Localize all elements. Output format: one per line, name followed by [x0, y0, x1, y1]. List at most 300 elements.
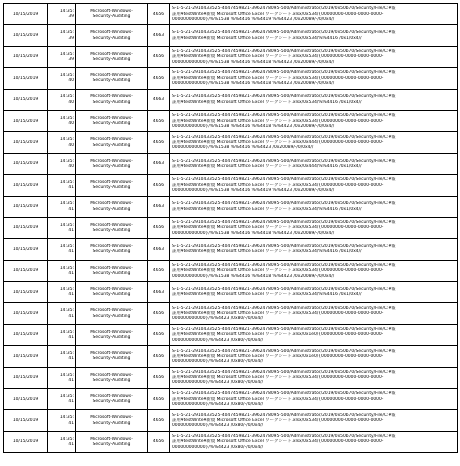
table-row: [4, 260, 458, 281]
table-row: [4, 196, 458, 217]
time-l2-text: 40: [68, 163, 74, 169]
time-l1-text: 14:35:: [59, 308, 74, 314]
time-cell: [48, 46, 76, 67]
source-l1-text: Microsoft-Windows-: [90, 180, 133, 186]
msg-l2-text: 証用¥testWrite¥新規 Microsoft Office Excel ワークシート.xlsx/0x444/%%4416 /0x1/0x4//: [172, 163, 362, 169]
time-cell: [48, 132, 76, 153]
msg-l2-text: 証用¥testWrite¥新規 Microsoft Office Excel ワークシート.xlsx/0x534/{00000000-0000-0000-0000-: [172, 375, 384, 381]
message-cell: [170, 346, 458, 367]
message-cell: [170, 389, 458, 410]
time-l2-text: 41: [68, 335, 74, 341]
time-l1-text: 14:35:: [59, 393, 74, 399]
event-id-cell: [148, 217, 170, 238]
time-cell: [48, 110, 76, 131]
event-id-text: 4656: [152, 118, 165, 124]
source-l1-text: Microsoft-Windows-: [90, 51, 133, 57]
time-l2-text: 40: [68, 78, 74, 84]
message-cell: [170, 431, 458, 452]
msg-l2-text: 証用¥testWrite¥新規 Microsoft Office Excel ワークシート.xlsx/0x534/{00000000-0000-0000-0000-: [172, 439, 384, 445]
event-id-cell: [148, 25, 170, 46]
date-cell: [4, 4, 48, 25]
msg-l3-text: 000000000000}/%%1538 %%4416 %%4419 %%4423 /0x20089/-/0/0x4//: [172, 16, 335, 22]
message-cell: [170, 46, 458, 67]
event-id-text: 4663: [152, 246, 165, 252]
event-id-text: 4656: [152, 268, 165, 274]
time-l1-text: 14:35:: [59, 73, 74, 79]
source-l2-text: Security-Auditing: [92, 249, 131, 255]
msg-l1-text: S-1-5-21-2910433525-4047459821-3962478095-500/Administrator/2019/0x50b70/Security/File/C:¥報: [172, 94, 396, 100]
source-l1-text: Microsoft-Windows-: [90, 244, 133, 250]
msg-l1-text: S-1-5-21-2910433525-4047459821-3962478095-500/Administrator/2019/0x50b70/Security/File/C:¥報: [172, 177, 396, 183]
msg-l3-text: 000000000000}/%%4423 /0x80/-/0/0x4//: [172, 316, 264, 322]
table-row: [4, 324, 458, 345]
message-cell: [170, 175, 458, 196]
time-l1-text: 14:35:: [59, 115, 74, 121]
date-cell: [4, 282, 48, 303]
time-l2-text: 41: [68, 249, 74, 255]
msg-l2-text: 証用¥testWrite¥新規 Microsoft Office Excel ワークシート.xlsx/0x534/{00000000-0000-0000-0000-: [172, 311, 384, 317]
source-l1-text: Microsoft-Windows-: [90, 372, 133, 378]
msg-l3-text: 000000000000}/%%1538 %%4416 %%4418 %%4423 /0x20089/-/0/0x4//: [172, 123, 335, 129]
table-row: [4, 4, 458, 25]
msg-l3-text: 000000000000}/%%1538 %%4416 %%4418 %%4423 /0x20089/-/0/0x4//: [172, 59, 335, 65]
date-text: 10/15/2019: [12, 417, 39, 423]
msg-l2-text: 証用¥testWrite¥新規 Microsoft Office Excel ワークシート.xlsx/0x534/%%4416 /0x1/0x4//: [172, 99, 362, 105]
time-cell: [48, 68, 76, 89]
msg-l3-text: 000000000000}/%%1538 %%4416 %%4419 %%4423 /0x20089/-/0/0x4//: [172, 187, 335, 193]
table-row: [4, 367, 458, 388]
source-cell: [76, 153, 148, 174]
time-l1-text: 14:35:: [59, 286, 74, 292]
msg-l1-text: S-1-5-21-2910433525-4047459821-3962478095-500/Administrator/2019/0x50b70/Security/File/C:¥報: [172, 220, 396, 226]
source-l2-text: Security-Auditing: [92, 185, 131, 191]
event-id-cell: [148, 367, 170, 388]
source-cell: [76, 217, 148, 238]
event-id-text: 4656: [152, 353, 165, 359]
message-cell: [170, 367, 458, 388]
date-cell: [4, 110, 48, 131]
msg-l1-text: S-1-5-21-2910433525-4047459821-3962478095-500/Administrator/2019/0x50b70/Security/File/C:¥報: [172, 6, 396, 12]
msg-l1-text: S-1-5-21-2910433525-4047459821-3962478095-500/Administrator/2019/0x50b70/Security/File/C:¥報: [172, 327, 396, 333]
source-l1-text: Microsoft-Windows-: [90, 201, 133, 207]
source-l2-text: Security-Auditing: [92, 142, 131, 148]
msg-l2-text: 証用¥testWrite¥新規 Microsoft Office Excel ワークシート.xlsx/0x534/{00000000-0000-0000-0000-: [172, 182, 384, 188]
source-cell: [76, 410, 148, 431]
date-cell: [4, 260, 48, 281]
event-id-cell: [148, 260, 170, 281]
source-l1-text: Microsoft-Windows-: [90, 8, 133, 14]
event-id-text: 4656: [152, 375, 165, 381]
message-cell: [170, 89, 458, 110]
event-id-cell: [148, 346, 170, 367]
time-l2-text: 41: [68, 270, 74, 276]
message-cell: [170, 410, 458, 431]
event-id-text: 4663: [152, 32, 165, 38]
time-l2-text: 39: [68, 56, 74, 62]
table-row: [4, 217, 458, 238]
time-cell: [48, 4, 76, 25]
event-id-cell: [148, 153, 170, 174]
date-text: 10/15/2019: [12, 439, 39, 445]
message-cell: [170, 260, 458, 281]
event-id-cell: [148, 68, 170, 89]
time-l1-text: 14:35:: [59, 158, 74, 164]
event-id-cell: [148, 196, 170, 217]
source-cell: [76, 324, 148, 345]
msg-l1-text: S-1-5-21-2910433525-4047459821-3962478095-500/Administrator/2019/0x50b70/Security/File/C:¥報: [172, 201, 396, 207]
source-cell: [76, 4, 148, 25]
date-cell: [4, 346, 48, 367]
time-l2-text: 40: [68, 121, 74, 127]
source-cell: [76, 25, 148, 46]
source-l1-text: Microsoft-Windows-: [90, 308, 133, 314]
date-cell: [4, 324, 48, 345]
msg-l2-text: 証用¥testWrite¥新規 Microsoft Office Excel ワークシート.xlsx/0x534/%%4416 /0x1/0x4//: [172, 292, 362, 298]
date-text: 10/15/2019: [12, 11, 39, 17]
source-l1-text: Microsoft-Windows-: [90, 73, 133, 79]
msg-l1-text: S-1-5-21-2910433525-4047459821-3962478095-500/Administrator/2019/0x50b70/Security/File/C:¥報: [172, 70, 396, 76]
time-cell: [48, 389, 76, 410]
msg-l1-text: S-1-5-21-2910433525-4047459821-3962478095-500/Administrator/2019/0x50b70/Security/File/C:¥報: [172, 369, 396, 375]
event-log-sheet: [3, 3, 457, 453]
event-id-text: 4663: [152, 161, 165, 167]
date-text: 10/15/2019: [12, 246, 39, 252]
time-cell: [48, 196, 76, 217]
source-l2-text: Security-Auditing: [92, 335, 131, 341]
date-text: 10/15/2019: [12, 268, 39, 274]
time-l1-text: 14:35:: [59, 415, 74, 421]
time-cell: [48, 303, 76, 324]
time-l2-text: 41: [68, 313, 74, 319]
source-l2-text: Security-Auditing: [92, 56, 131, 62]
time-cell: [48, 367, 76, 388]
time-l1-text: 14:35:: [59, 351, 74, 357]
event-log-body: [4, 4, 458, 453]
time-cell: [48, 410, 76, 431]
event-id-cell: [148, 46, 170, 67]
msg-l2-text: 証用¥testWrite¥新規 Microsoft Office Excel ワークシート.xlsx/0x534/{00000000-0000-0000-0000-: [172, 268, 384, 274]
msg-l1-text: S-1-5-21-2910433525-4047459821-3962478095-500/Administrator/2019/0x50b70/Security/File/C:¥報: [172, 113, 396, 119]
date-cell: [4, 303, 48, 324]
event-id-cell: [148, 389, 170, 410]
event-log-table: [3, 3, 458, 453]
date-cell: [4, 367, 48, 388]
message-cell: [170, 303, 458, 324]
date-text: 10/15/2019: [12, 161, 39, 167]
time-l2-text: 41: [68, 399, 74, 405]
source-cell: [76, 260, 148, 281]
source-l2-text: Security-Auditing: [92, 78, 131, 84]
msg-l3-text: 000000000000}/%%4423 /0x80/-/0/0x4//: [172, 380, 264, 386]
source-l1-text: Microsoft-Windows-: [90, 115, 133, 121]
time-cell: [48, 346, 76, 367]
date-text: 10/15/2019: [12, 32, 39, 38]
table-row: [4, 110, 458, 131]
message-cell: [170, 239, 458, 260]
time-l1-text: 14:35:: [59, 372, 74, 378]
time-l1-text: 14:35:: [59, 137, 74, 143]
date-text: 10/15/2019: [12, 311, 39, 317]
event-id-text: 4656: [152, 332, 165, 338]
message-cell: [170, 196, 458, 217]
msg-l3-text: 000000000000}/%%1538 %%4416 %%4423 /0x20089/-/0/0x4//: [172, 145, 314, 151]
time-l2-text: 40: [68, 142, 74, 148]
time-cell: [48, 217, 76, 238]
time-cell: [48, 89, 76, 110]
source-cell: [76, 89, 148, 110]
date-text: 10/15/2019: [12, 396, 39, 402]
table-row: [4, 25, 458, 46]
message-cell: [170, 217, 458, 238]
source-l2-text: Security-Auditing: [92, 313, 131, 319]
time-l2-text: 41: [68, 206, 74, 212]
table-row: [4, 132, 458, 153]
time-l2-text: 41: [68, 185, 74, 191]
time-l2-text: 41: [68, 442, 74, 447]
date-cell: [4, 89, 48, 110]
msg-l1-text: S-1-5-21-2910433525-4047459821-3962478095-500/Administrator/2019/0x50b70/Security/File/C:¥報: [172, 262, 396, 268]
msg-l1-text: S-1-5-21-2910433525-4047459821-3962478095-500/Administrator/2019/0x50b70/Security/File/C:¥報: [172, 244, 396, 250]
source-l1-text: Microsoft-Windows-: [90, 94, 133, 100]
event-id-text: 4656: [152, 396, 165, 402]
msg-l2-text: 証用¥testWrite¥新規 Microsoft Office Excel ワークシート.xlsx/0x534/{00000000-0000-0000-0000-: [172, 396, 384, 402]
time-cell: [48, 282, 76, 303]
event-id-text: 4663: [152, 97, 165, 103]
event-id-cell: [148, 303, 170, 324]
time-l1-text: 14:35:: [59, 8, 74, 14]
source-cell: [76, 389, 148, 410]
source-l1-text: Microsoft-Windows-: [90, 222, 133, 228]
msg-l2-text: 証用¥testWrite¥新規 Microsoft Office Excel ワークシート.xlsx/0x534/{00000000-0000-0000-0000-: [172, 225, 384, 231]
event-id-cell: [148, 431, 170, 452]
source-cell: [76, 239, 148, 260]
msg-l3-text: 000000000000}/%%4423 /0x80/-/0/0x4//: [172, 444, 264, 450]
msg-l1-text: S-1-5-21-2910433525-4047459821-3962478095-500/Administrator/2019/0x50b70/Security/File/C:¥報: [172, 134, 396, 140]
time-l1-text: 14:35:: [59, 51, 74, 57]
source-l2-text: Security-Auditing: [92, 228, 131, 234]
source-l2-text: Security-Auditing: [92, 420, 131, 426]
date-text: 10/15/2019: [12, 375, 39, 381]
source-l1-text: Microsoft-Windows-: [90, 265, 133, 271]
event-id-text: 4663: [152, 204, 165, 210]
source-cell: [76, 346, 148, 367]
message-cell: [170, 110, 458, 131]
msg-l2-text: 証用¥testWrite¥新規 Microsoft Office Excel ワークシート.xlsx/0x534/%%4416 /0x1/0x4//: [172, 206, 362, 212]
event-id-text: 4656: [152, 225, 165, 231]
event-id-text: 4656: [152, 75, 165, 81]
date-text: 10/15/2019: [12, 289, 39, 295]
time-cell: [48, 431, 76, 452]
time-l2-text: 39: [68, 35, 74, 41]
date-cell: [4, 25, 48, 46]
date-cell: [4, 153, 48, 174]
msg-l1-text: S-1-5-21-2910433525-4047459821-3962478095-500/Administrator/2019/0x50b70/Security/File/C:¥報: [172, 158, 396, 164]
source-l2-text: Security-Auditing: [92, 442, 131, 447]
table-row: [4, 282, 458, 303]
event-id-text: 4656: [152, 439, 165, 445]
date-cell: [4, 132, 48, 153]
msg-l3-text: 000000000000}/%%4423 /0x80/-/0/0x4//: [172, 401, 264, 407]
msg-l1-text: S-1-5-21-2910433525-4047459821-3962478095-500/Administrator/2019/0x50b70/Security/File/C:¥報: [172, 305, 396, 311]
source-l2-text: Security-Auditing: [92, 99, 131, 105]
date-text: 10/15/2019: [12, 204, 39, 210]
msg-l3-text: 000000000000}/%%1538 %%4416 %%4418 %%4423 /0x20089/-/0/0x4//: [172, 81, 335, 87]
msg-l2-text: 証用¥testWrite¥新規 Microsoft Office Excel ワークシート.xlsx/0x534/{00000000-0000-0000-0000-: [172, 11, 384, 17]
date-text: 10/15/2019: [12, 75, 39, 81]
source-l2-text: Security-Auditing: [92, 163, 131, 169]
time-cell: [48, 239, 76, 260]
event-id-text: 4656: [152, 417, 165, 423]
msg-l1-text: S-1-5-21-2910433525-4047459821-3962478095-500/Administrator/2019/0x50b70/Security/File/C:¥報: [172, 434, 396, 440]
date-cell: [4, 410, 48, 431]
msg-l2-text: 証用¥testWrite¥新規 Microsoft Office Excel ワークシート.xlsx/0x534/{00000000-0000-0000-0000-: [172, 75, 384, 81]
date-text: 10/15/2019: [12, 332, 39, 338]
time-l1-text: 14:35:: [59, 30, 74, 36]
time-l2-text: 41: [68, 356, 74, 362]
message-cell: [170, 68, 458, 89]
event-id-text: 4656: [152, 139, 165, 145]
source-l1-text: Microsoft-Windows-: [90, 393, 133, 399]
message-cell: [170, 324, 458, 345]
source-l1-text: Microsoft-Windows-: [90, 436, 133, 442]
table-row: [4, 68, 458, 89]
time-l1-text: 14:35:: [59, 222, 74, 228]
source-l2-text: Security-Auditing: [92, 377, 131, 383]
table-row: [4, 89, 458, 110]
source-cell: [76, 110, 148, 131]
msg-l3-text: 000000000000}/%%4423 /0x80/-/0/0x4//: [172, 337, 264, 343]
table-row: [4, 175, 458, 196]
date-text: 10/15/2019: [12, 54, 39, 60]
event-id-text: 4656: [152, 182, 165, 188]
source-l1-text: Microsoft-Windows-: [90, 415, 133, 421]
source-cell: [76, 175, 148, 196]
event-id-cell: [148, 410, 170, 431]
date-cell: [4, 217, 48, 238]
message-cell: [170, 282, 458, 303]
time-l2-text: 41: [68, 420, 74, 426]
msg-l1-text: S-1-5-21-2910433525-4047459821-3962478095-500/Administrator/2019/0x50b70/Security/File/C:¥報: [172, 348, 396, 354]
source-cell: [76, 196, 148, 217]
table-row: [4, 153, 458, 174]
time-l2-text: 39: [68, 14, 74, 20]
msg-l1-text: S-1-5-21-2910433525-4047459821-3962478095-500/Administrator/2019/0x50b70/Security/File/C:¥報: [172, 286, 396, 292]
msg-l2-text: 証用¥testWrite¥新規 Microsoft Office Excel ワークシート.xlsx/0x534/%%4416 /0x1/0x4//: [172, 249, 362, 255]
message-cell: [170, 4, 458, 25]
source-l2-text: Security-Auditing: [92, 206, 131, 212]
date-cell: [4, 175, 48, 196]
event-id-cell: [148, 282, 170, 303]
message-cell: [170, 132, 458, 153]
time-l2-text: 41: [68, 292, 74, 298]
source-l2-text: Security-Auditing: [92, 14, 131, 20]
date-text: 10/15/2019: [12, 182, 39, 188]
source-l2-text: Security-Auditing: [92, 356, 131, 362]
time-l1-text: 14:35:: [59, 265, 74, 271]
source-l2-text: Security-Auditing: [92, 121, 131, 127]
source-l1-text: Microsoft-Windows-: [90, 329, 133, 335]
time-cell: [48, 153, 76, 174]
source-l2-text: Security-Auditing: [92, 35, 131, 41]
table-row: [4, 303, 458, 324]
time-cell: [48, 25, 76, 46]
msg-l2-text: 証用¥testWrite¥新規 Microsoft Office Excel ワークシート.xlsx/0x534/{00000000-0000-0000-0000-: [172, 54, 384, 60]
date-text: 10/15/2019: [12, 139, 39, 145]
date-cell: [4, 431, 48, 452]
source-cell: [76, 68, 148, 89]
msg-l3-text: 000000000000}/%%1538 %%4416 %%4418 %%4423 /0x20089/-/0/0x4//: [172, 230, 335, 236]
date-text: 10/15/2019: [12, 97, 39, 103]
time-l1-text: 14:35:: [59, 94, 74, 100]
source-l2-text: Security-Auditing: [92, 399, 131, 405]
source-l2-text: Security-Auditing: [92, 270, 131, 276]
date-cell: [4, 389, 48, 410]
time-l1-text: 14:35:: [59, 329, 74, 335]
source-cell: [76, 431, 148, 452]
time-l2-text: 40: [68, 99, 74, 105]
event-id-text: 4663: [152, 289, 165, 295]
event-id-cell: [148, 89, 170, 110]
msg-l1-text: S-1-5-21-2910433525-4047459821-3962478095-500/Administrator/2019/0x50b70/Security/File/C:¥報: [172, 30, 396, 36]
date-text: 10/15/2019: [12, 353, 39, 359]
source-l1-text: Microsoft-Windows-: [90, 351, 133, 357]
source-l1-text: Microsoft-Windows-: [90, 286, 133, 292]
event-id-cell: [148, 175, 170, 196]
date-cell: [4, 68, 48, 89]
table-row: [4, 431, 458, 452]
event-id-text: 4656: [152, 11, 165, 17]
source-cell: [76, 367, 148, 388]
msg-l1-text: S-1-5-21-2910433525-4047459821-3962478095-500/Administrator/2019/0x50b70/Security/File/C:¥報: [172, 49, 396, 55]
source-cell: [76, 46, 148, 67]
source-cell: [76, 282, 148, 303]
date-cell: [4, 196, 48, 217]
event-id-cell: [148, 132, 170, 153]
message-cell: [170, 25, 458, 46]
event-id-cell: [148, 239, 170, 260]
msg-l2-text: 証用¥testWrite¥新規 Microsoft Office Excel ワークシート.xlsx/0x444/{00000000-0000-0000-0000-: [172, 139, 384, 145]
time-l1-text: 14:35:: [59, 180, 74, 186]
time-l2-text: 41: [68, 228, 74, 234]
time-l1-text: 14:35:: [59, 436, 74, 442]
msg-l2-text: 証用¥testWrite¥新規 Microsoft Office Excel ワークシート.xlsx/0x534/%%4416 /0x1/0x4//: [172, 35, 362, 41]
event-id-text: 4656: [152, 54, 165, 60]
source-l1-text: Microsoft-Windows-: [90, 30, 133, 36]
time-l1-text: 14:35:: [59, 244, 74, 250]
table-row: [4, 410, 458, 431]
msg-l1-text: S-1-5-21-2910433525-4047459821-3962478095-500/Administrator/2019/0x50b70/Security/File/C:¥報: [172, 391, 396, 397]
time-cell: [48, 175, 76, 196]
event-id-cell: [148, 110, 170, 131]
msg-l2-text: 証用¥testWrite¥新規 Microsoft Office Excel ワークシート.xlsx/0x1e0/{00000000-0000-0000-0000-: [172, 353, 384, 359]
table-row: [4, 346, 458, 367]
msg-l3-text: 000000000000}/%%4423 /0x80/-/0/0x4//: [172, 359, 264, 365]
msg-l2-text: 証用¥testWrite¥新規 Microsoft Office Excel ワークシート.xlsx/0x1e0/{00000000-0000-0000-0000-: [172, 332, 384, 338]
event-id-cell: [148, 324, 170, 345]
msg-l2-text: 証用¥testWrite¥新規 Microsoft Office Excel ワークシート.xlsx/0x534/{00000000-0000-0000-0000-: [172, 118, 384, 124]
date-text: 10/15/2019: [12, 118, 39, 124]
date-text: 10/15/2019: [12, 225, 39, 231]
msg-l3-text: 000000000000}/%%4423 /0x80/-/0/0x4//: [172, 423, 264, 429]
time-cell: [48, 324, 76, 345]
time-l2-text: 41: [68, 377, 74, 383]
event-id-text: 4656: [152, 311, 165, 317]
msg-l3-text: 000000000000}/%%1538 %%4416 %%4418 %%4423 /0x20089/-/0/0x4//: [172, 273, 335, 279]
msg-l1-text: S-1-5-21-2910433525-4047459821-3962478095-500/Administrator/2019/0x50b70/Security/File/C:¥報: [172, 412, 396, 418]
time-l1-text: 14:35:: [59, 201, 74, 207]
date-cell: [4, 46, 48, 67]
message-cell: [170, 153, 458, 174]
